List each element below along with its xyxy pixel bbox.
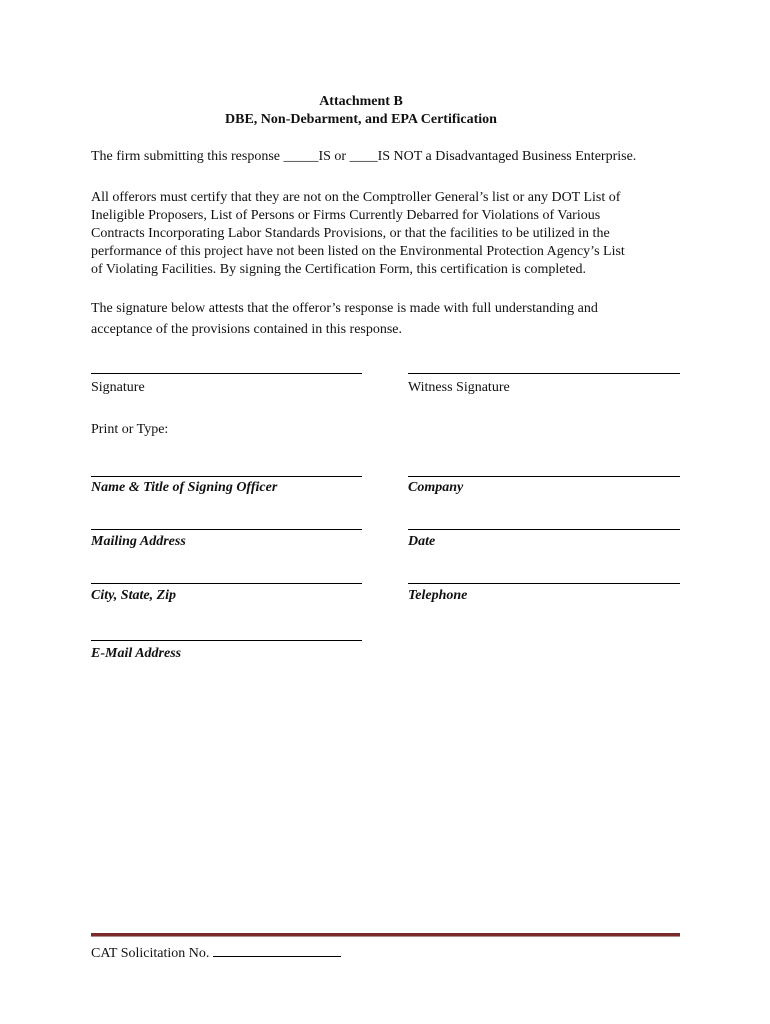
email-line[interactable]	[91, 640, 362, 641]
certification-line: Contracts Incorporating Labor Standards Provisions, or that the facilities to be utilized in the	[91, 226, 610, 241]
solicitation-label: CAT Solicitation No.	[91, 946, 210, 961]
attachment-label: Attachment B	[319, 94, 403, 109]
certification-line: of Violating Facilities. By signing the Certification Form, this certification is completed.	[91, 262, 587, 277]
certification-line: Ineligible Proposers, List of Persons or Firms Currently Debarred for Violations of Various	[91, 208, 601, 223]
footer-rule	[91, 933, 680, 937]
attestation-paragraph	[91, 298, 691, 340]
certification-line: All offerors must certify that they are not on the Comptroller General’s list or any DOT List of	[91, 190, 621, 205]
date-label: Date	[408, 534, 436, 549]
date-line[interactable]	[408, 529, 680, 530]
signature-label: Signature	[91, 380, 145, 395]
certification-line: performance of this project have not been listed on the Environmental Protection Agency’s List	[91, 244, 625, 259]
witness-signature-line[interactable]	[408, 373, 680, 374]
company-label: Company	[408, 480, 464, 495]
certification-paragraph	[91, 189, 691, 279]
solicitation-number	[91, 943, 341, 962]
mailing-address-label: Mailing Address	[91, 534, 186, 549]
witness-signature-label: Witness Signature	[408, 380, 510, 395]
mailing-address-line[interactable]	[91, 529, 362, 530]
city-state-zip-label: City, State, Zip	[91, 588, 177, 603]
city-state-zip-line[interactable]	[91, 583, 362, 584]
page-title: DBE, Non-Debarment, and EPA Certification	[225, 112, 497, 127]
telephone-line[interactable]	[408, 583, 680, 584]
print-or-type-label: Print or Type:	[91, 422, 169, 437]
telephone-label: Telephone	[408, 588, 468, 603]
solicitation-number-field[interactable]	[213, 943, 341, 957]
name-title-label: Name & Title of Signing Officer	[91, 480, 278, 495]
signature-line[interactable]	[91, 373, 362, 374]
dbe-statement: The firm submitting this response _____IS or ____IS NOT a Disadvantaged Business Enterprise.	[91, 149, 637, 164]
name-title-line[interactable]	[91, 476, 362, 477]
email-label: E-Mail Address	[91, 646, 182, 661]
attestation-line: The signature below attests that the offeror’s response is made with full understanding and	[91, 301, 598, 316]
company-line[interactable]	[408, 476, 680, 477]
attestation-line: acceptance of the provisions contained in this response.	[91, 322, 403, 337]
